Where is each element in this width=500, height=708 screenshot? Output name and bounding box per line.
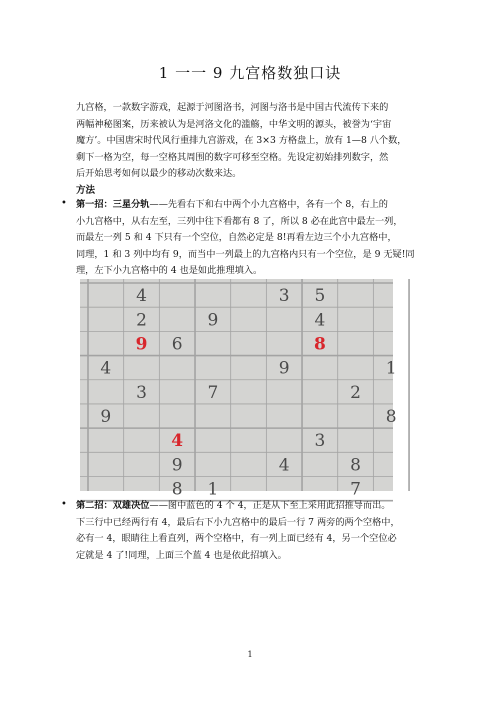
sudoku-digit: 9 (207, 310, 219, 331)
sudoku-digit: 4 (100, 358, 112, 379)
sudoku-digit: 3 (314, 431, 326, 452)
sudoku-digit: 8 (350, 455, 361, 476)
sudoku-digit: 2 (350, 382, 361, 403)
sudoku-digit: 1 (207, 479, 219, 500)
intro-line: 魔方’。中国唐宋时代风行重排九宫游戏，在 3×3 方格盘上，放有 1—8 八个数， (76, 135, 407, 146)
tip1-line: 而最左一列 5 和 4 下只有一个空位，自然必定是 8!再看左边三个小九宫格中， (76, 232, 397, 243)
sudoku-digit: 3 (136, 382, 147, 403)
sudoku-digit: 2 (136, 310, 147, 331)
sudoku-image (80, 279, 397, 500)
tip1-line: 小九宫格中，从右左至，三列中往下看都有 8 了，所以 8 必在此宫中最左一列， (76, 215, 403, 227)
sudoku-digit: 8 (385, 407, 397, 428)
sudoku-digit: 4 (314, 310, 326, 331)
tip2-first-line: ——图中蓝色的 4 个 4，正是从下至上采用此招推导而出。 (149, 500, 391, 511)
sudoku-digit: 5 (314, 286, 326, 307)
sudoku-digit-red: 8 (313, 334, 326, 355)
tip2-line: 下三行中已经两行有 4，最后右下小九宫格中的最后一行 7 两旁的两个空格中， (76, 516, 400, 528)
intro-line: 后开始思考如何以最少的移动次数来达。 (76, 168, 242, 179)
tip1-line: 同理，1 和 3 列中均有 9，而当中一列最上的九宫格内只有一个空位，是 9 无疑!同 (76, 248, 415, 260)
sudoku-digit: 3 (278, 286, 290, 307)
intro-paragraph (76, 100, 421, 183)
sudoku-digit: 8 (171, 479, 183, 500)
sudoku-grid (80, 279, 397, 500)
bullet-icon: • (61, 198, 67, 209)
sudoku-digit: 9 (100, 407, 112, 428)
tip1-block (76, 197, 436, 280)
sudoku-digit: 9 (278, 358, 290, 379)
tip1-first-line: ——先看右下和右中两个小九宫格中，各有一个 8，右上的 (149, 199, 388, 210)
sudoku-digit: 9 (171, 455, 183, 476)
sudoku-digit: 7 (207, 382, 219, 403)
sudoku-digit-red: 4 (171, 431, 184, 452)
tip2-line: 必有一 4，眼睛往上看直列，两个空格中，有一列上面已经有 4，另一个空位必 (76, 533, 397, 544)
sudoku-digit: 7 (350, 479, 361, 500)
page-number: 1 (247, 650, 253, 659)
intro-line: 两幅神秘图案，历来被认为是河洛文化的滥觞，中华文明的源头，被誉为‘宇宙 (76, 118, 392, 130)
method-heading: 方法 (76, 185, 96, 196)
tip2-block (76, 498, 436, 564)
sudoku-digit-red: 9 (135, 334, 148, 355)
bullet-icon: • (61, 499, 67, 510)
document-title: 1 一一 9 九宫格数独口诀 (158, 64, 342, 82)
sudoku-digit: 1 (385, 358, 397, 379)
intro-line: 九宫格，一款数字游戏，起源于河图洛书，河图与洛书是中国古代流传下来的 (76, 102, 389, 113)
sudoku-digit: 4 (136, 286, 147, 307)
tip1-lead: 第一招：三星分轨 (76, 199, 150, 210)
tip1-line: 理，左下小九宫格中的 4 也是如此推理填入。 (76, 265, 263, 276)
sudoku-digit: 6 (171, 334, 183, 355)
intro-line: 剩下一格为空，每一空格其周围的数字可移至空格。先设定初始排列数字，然 (76, 151, 389, 163)
tip2-line: 定就是 4 了!同理，上面三个蓝 4 也是依此招填入。 (76, 549, 287, 561)
tip2-lead: 第二招：双雄决位 (76, 500, 150, 511)
sudoku-digit: 4 (278, 455, 290, 476)
